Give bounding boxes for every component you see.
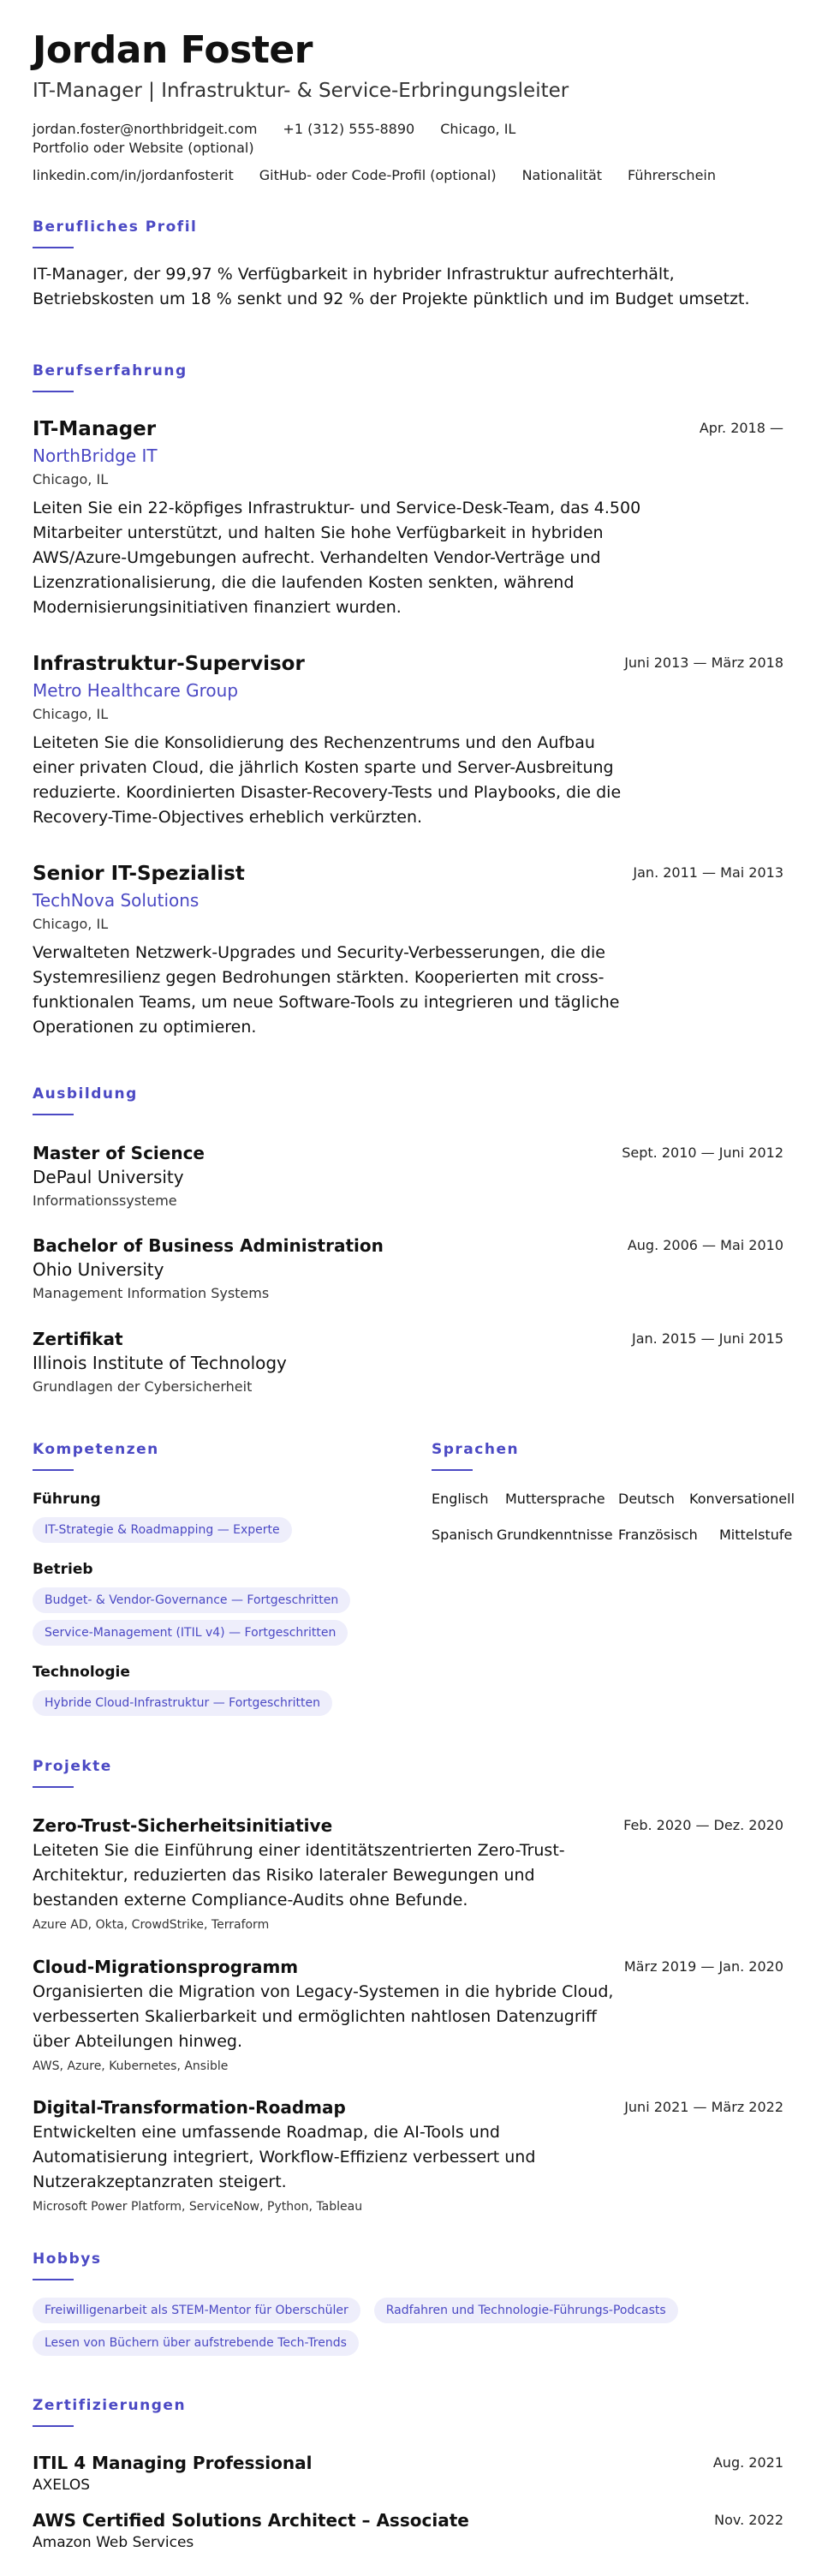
contact-github[interactable]: GitHub- oder Code-Profil (optional) [259, 167, 497, 183]
contact-row-primary [33, 120, 783, 158]
skill-chip: IT-Strategie & Roadmapping — Experte [33, 1517, 292, 1543]
job-company: TechNova Solutions [33, 890, 200, 911]
section-underline [33, 391, 74, 392]
certification-date: Nov. 2022 [714, 2512, 783, 2528]
education-entry [33, 1328, 783, 1396]
projects-section [33, 1757, 783, 1788]
job-title: Infrastruktur-Supervisor [33, 653, 305, 675]
language-name: Englisch [432, 1491, 489, 1507]
certification-issuer: AXELOS [33, 2477, 91, 2494]
section-title-languages: Sprachen [432, 1441, 520, 1458]
section-underline [33, 2279, 74, 2280]
job-dates: Apr. 2018 — [699, 420, 783, 436]
job-location: Chicago, IL [33, 471, 109, 487]
skill-group-title: Technologie [33, 1664, 130, 1681]
hobby-chip-row [33, 2298, 783, 2323]
education-field: Grundlagen der Cybersicherheit [33, 1378, 253, 1395]
language-level: Mittelstufe [719, 1527, 793, 1543]
project-entry [33, 1956, 783, 2075]
project-title: Cloud-Migrationsprogramm [33, 1957, 299, 1977]
hobby-chip: Lesen von Büchern über aufstrebende Tech-Trends [33, 2330, 359, 2356]
certification-name: AWS Certified Solutions Architect – Associate [33, 2510, 469, 2531]
certification-entry [33, 2452, 783, 2495]
profile-section [33, 218, 783, 312]
contact-row-secondary [33, 166, 783, 185]
project-title: Zero-Trust-Sicherheitsinitiative [33, 1815, 333, 1836]
section-title-experience: Berufserfahrung [33, 362, 188, 380]
education-dates: Sept. 2010 — Juni 2012 [622, 1145, 783, 1161]
job-title: Senior IT-Spezialist [33, 863, 245, 885]
section-title-education: Ausbildung [33, 1085, 138, 1103]
language-level: Grundkenntnisse [497, 1527, 613, 1543]
section-underline [33, 247, 74, 248]
contact-linkedin[interactable]: linkedin.com/in/jordanfosterit [33, 167, 234, 183]
job-description: Leiten Sie ein 22-köpfiges Infrastruktur- und Service-Desk-Team, das 4.500 Mitarbeiter unterstützt, und halten Sie hohe Verfügbarkeit in hybriden AWS/Azure-Umgebungen aufrecht. Verhandelten Vendor-Verträge und Lizenzrationalisierung, die die laufenden Kosten senkten, während Modernisierungsinitiativen finanziert wurden. [33, 499, 641, 617]
job-description: Leiteten Sie die Konsolidierung des Rechenzentrums und den Aufbau einer privaten Cloud, die jährlich Kosten sparte und Server-Ausbreitung reduzierte. Koordinierten Disaster-Recovery-Tests und Playbooks, die die Recovery-Time-Objectives erheblich verkürzten. [33, 733, 622, 827]
language-name: Deutsch [618, 1491, 675, 1507]
project-dates: Juni 2021 — März 2022 [624, 2099, 783, 2115]
certification-entry [33, 2509, 783, 2552]
education-dates: Jan. 2015 — Juni 2015 [632, 1330, 783, 1347]
education-entry [33, 1234, 783, 1303]
skill-group [33, 1663, 409, 1716]
skills-section [33, 1440, 409, 1716]
candidate-title: IT-Manager | Infrastruktur- & Service-Erbringungsleiter [33, 80, 569, 102]
language-name: Französisch [618, 1527, 698, 1543]
education-field: Informationssysteme [33, 1192, 177, 1209]
skill-group [33, 1560, 409, 1646]
section-underline [33, 2425, 74, 2427]
hobby-chip-row [33, 2330, 783, 2356]
language-row [432, 1490, 795, 1509]
section-title-certifications: Zertifizierungen [33, 2397, 187, 2414]
education-degree: Zertifikat [33, 1329, 123, 1349]
contact-nationality: Nationalität [521, 167, 603, 183]
language-row [432, 1526, 793, 1545]
hobby-chip: Freiwilligenarbeit als STEM-Mentor für Oberschüler [33, 2298, 360, 2323]
project-description: Organisierten die Migration von Legacy-Systemen in die hybride Cloud, verbesserten Skalierbarkeit und ermöglichten nahtlosen Datenzugriff über Abteilungen hinweg. [33, 1982, 614, 2051]
job-entry [33, 417, 783, 620]
education-degree: Master of Science [33, 1143, 205, 1163]
skill-chip: Budget- & Vendor-Governance — Fortgeschritten [33, 1587, 350, 1613]
certification-date: Aug. 2021 [712, 2454, 783, 2471]
project-tech: AWS, Azure, Kubernetes, Ansible [33, 2059, 229, 2073]
section-underline [33, 1114, 74, 1115]
job-location: Chicago, IL [33, 916, 109, 932]
section-underline [33, 1469, 74, 1471]
contact-portfolio[interactable]: Portfolio oder Website (optional) [33, 140, 254, 156]
project-title: Digital-Transformation-Roadmap [33, 2097, 346, 2118]
project-tech: Azure AD, Okta, CrowdStrike, Terraform [33, 1918, 270, 1932]
education-entry [33, 1142, 783, 1210]
skill-chip: Service-Management (ITIL v4) — Fortgeschritten [33, 1620, 348, 1646]
job-dates: Juni 2013 — März 2018 [624, 654, 783, 671]
section-underline [33, 1786, 74, 1788]
skill-group-title: Führung [33, 1491, 101, 1508]
profile-text: IT-Manager, der 99,97 % Verfügbarkeit in hybrider Infrastruktur aufrechterhält, Betriebskosten um 18 % senkt und 92 % der Projekte pünktlich und im Budget umsetzt. [33, 265, 750, 308]
education-school: Illinois Institute of Technology [33, 1353, 287, 1373]
project-description: Entwickelten eine umfassende Roadmap, die AI-Tools und Automatisierung integriert, Workflow-Effizienz verbessert und Nutzerakzeptanzraten steigert. [33, 2123, 536, 2191]
contact-location: Chicago, IL [440, 121, 516, 137]
contact-license: Führerschein [628, 167, 716, 183]
language-level: Konversationell [689, 1491, 795, 1507]
project-description: Leiteten Sie die Einführung einer identitätszentrierten Zero-Trust-Architektur, reduzierten das Risiko lateraler Bewegungen und bestanden externe Compliance-Audits ohne Befunde. [33, 1841, 565, 1910]
contact-phone[interactable]: +1 (312) 555-8890 [283, 121, 415, 137]
section-title-projects: Projekte [33, 1758, 112, 1775]
job-entry [33, 652, 783, 830]
contact-email[interactable]: jordan.foster@northbridgeit.com [33, 121, 258, 137]
candidate-name: Jordan Foster [33, 28, 313, 72]
project-dates: März 2019 — Jan. 2020 [623, 1958, 783, 1975]
job-company: Metro Healthcare Group [33, 680, 239, 701]
education-dates: Aug. 2006 — Mai 2010 [627, 1237, 783, 1253]
section-title-profile: Berufliches Profil [33, 218, 198, 236]
section-title-skills: Kompetenzen [33, 1441, 159, 1458]
section-title-hobbies: Hobbys [33, 2250, 102, 2268]
job-dates: Jan. 2011 — Mai 2013 [633, 864, 783, 881]
skill-chip: Hybride Cloud-Infrastruktur — Fortgeschritten [33, 1690, 332, 1716]
education-field: Management Information Systems [33, 1285, 270, 1301]
project-tech: Microsoft Power Platform, ServiceNow, Python, Tableau [33, 2200, 363, 2214]
skill-group [33, 1490, 409, 1543]
job-entry [33, 862, 783, 1040]
job-description: Verwalteten Netzwerk-Upgrades und Security-Verbesserungen, die die Systemresilienz gegen Bedrohungen stärkten. Kooperierten mit cross-funktionalen Teams, um neue Software-Tools zu integrieren und tägliche Operationen zu optimieren. [33, 943, 620, 1037]
project-entry [33, 2096, 783, 2215]
certification-name: ITIL 4 Managing Professional [33, 2453, 313, 2473]
education-school: Ohio University [33, 1259, 164, 1280]
language-level: Muttersprache [505, 1491, 605, 1507]
skills-languages-row [33, 1440, 795, 1714]
certification-issuer: Amazon Web Services [33, 2534, 194, 2551]
hobbies-section [33, 2250, 783, 2356]
hobby-chip: Radfahren und Technologie-Führungs-Podcasts [374, 2298, 678, 2323]
education-school: DePaul University [33, 1167, 184, 1187]
languages-section [432, 1440, 795, 1545]
section-underline [432, 1469, 473, 1471]
job-title: IT-Manager [33, 418, 157, 440]
skill-group-title: Betrieb [33, 1561, 93, 1578]
experience-section [33, 362, 783, 392]
education-section [33, 1085, 783, 1115]
project-entry [33, 1814, 783, 1933]
certifications-section [33, 2396, 783, 2427]
job-location: Chicago, IL [33, 706, 109, 722]
language-name: Spanisch [432, 1527, 493, 1543]
education-degree: Bachelor of Business Administration [33, 1235, 384, 1256]
job-company: NorthBridge IT [33, 445, 158, 466]
project-dates: Feb. 2020 — Dez. 2020 [623, 1817, 783, 1833]
